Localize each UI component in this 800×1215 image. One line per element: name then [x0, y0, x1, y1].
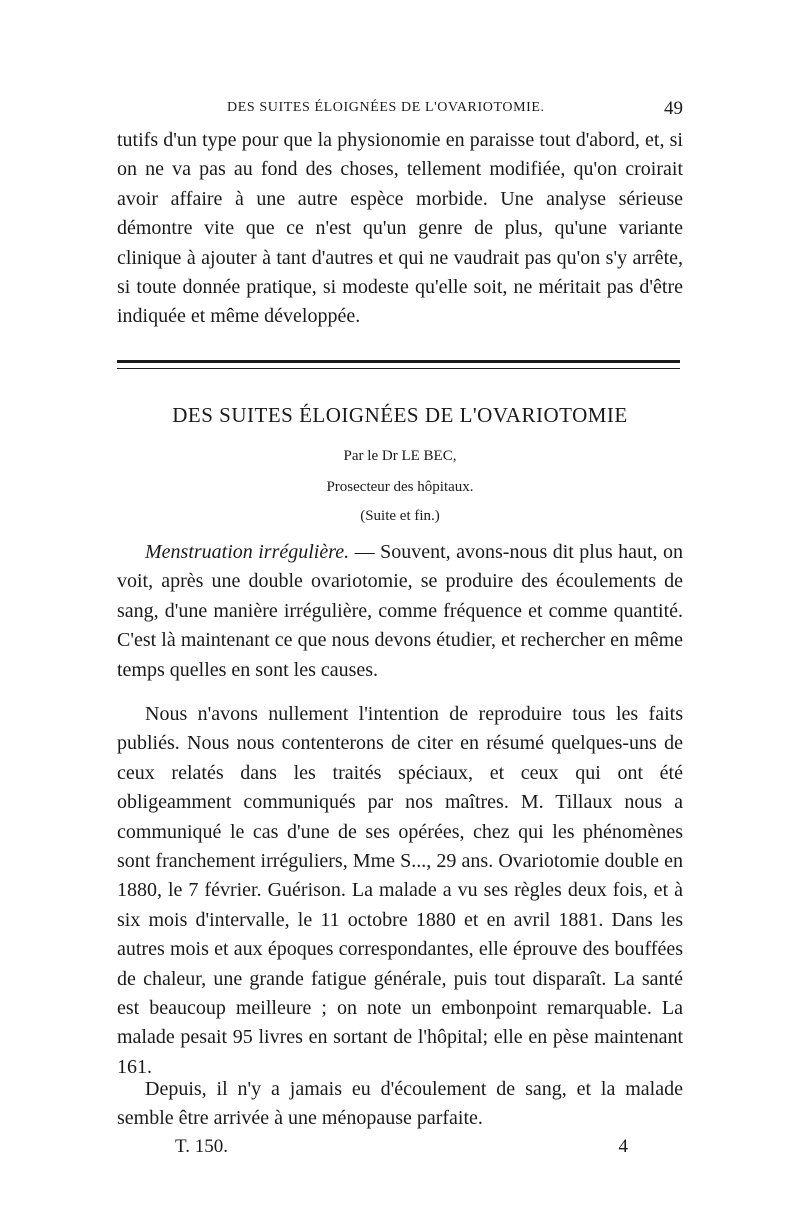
divider-thick-rule [117, 360, 680, 363]
divider-thin-rule [117, 368, 680, 369]
sheet-number: 4 [618, 1136, 628, 1157]
article-paragraph: Depuis, il n'y a jamais eu d'écoulement de sang, et la malade semble être arrivée à une ménopause parfaite. [117, 1078, 683, 1130]
article-title: DES SUITES ÉLOIGNÉES DE L'OVARIOTOMIE [172, 403, 628, 427]
signature-mark: T. 150. [175, 1136, 228, 1157]
running-title: DES SUITES ÉLOIGNÉES DE L'OVARIOTOMIE. [227, 100, 545, 115]
section-lead-heading: Menstruation irrégulière. [145, 541, 350, 563]
running-head [117, 100, 683, 122]
author-affiliation: Prosecteur des hôpitaux. [326, 479, 474, 495]
article-paragraph [117, 538, 683, 685]
author-byline: Par le Dr LE BEC, [343, 448, 457, 464]
section-divider [117, 360, 680, 369]
article-paragraph: Nous n'avons nullement l'intention de reproduire tous les faits publiés. Nous nous contenterons de citer en résumé quelques-uns de ceux relatés dans les traités spéciaux, et ceux qui ont été obligeamment communiqués par nos maîtres. M. Tillaux nous a communiqué le cas d'une de ses opérées, chez qui les phénomènes sont franchement irréguliers, Mme S..., 29 ans. Ovariotomie double en 1880, le 7 février. Guérison. La malade a vu ses règles deux fois, et à six mois d'intervalle, le 11 octobre 1880 et en avril 1881. Dans les autres mois et aux époques correspondantes, elle éprouve des bouffées de chaleur, une grande fatigue générale, puis tout disparaît. La santé est beaucoup meilleure ; on note un embonpoint remarquable. La malade pesait 95 livres en sortant de l'hôpital; elle en pèse maintenant 161. [117, 703, 683, 1078]
intro-paragraph: tutifs d'un type pour que la physionomie en paraisse tout d'abord, et, si on ne va pas au fond des choses, tellement modifiée, qu'on croirait avoir affaire à une autre espèce morbide. Une analyse sérieuse démontre vite que ce n'est qu'un genre de plus, qu'une variante clinique à ajouter à tant d'autres et qui ne vaudrait pas qu'on s'y arrête, si toute donnée pratique, si modeste qu'elle soit, ne méritait pas d'être indiquée et même développée. [117, 129, 683, 328]
continuation-note: (Suite et fin.) [360, 508, 440, 524]
paragraph-text: — Souvent, avons-nous dit plus haut, on voit, après une double ovariotomie, se produire des écoulements de sang, d'une manière irrégulière, comme fréquence et comme quantité. C'est là maintenant ce que nous devons étudier, et rechercher en même temps quelles en sont les causes. [117, 541, 683, 681]
page-footer [117, 1136, 683, 1162]
page-number: 49 [664, 98, 683, 119]
